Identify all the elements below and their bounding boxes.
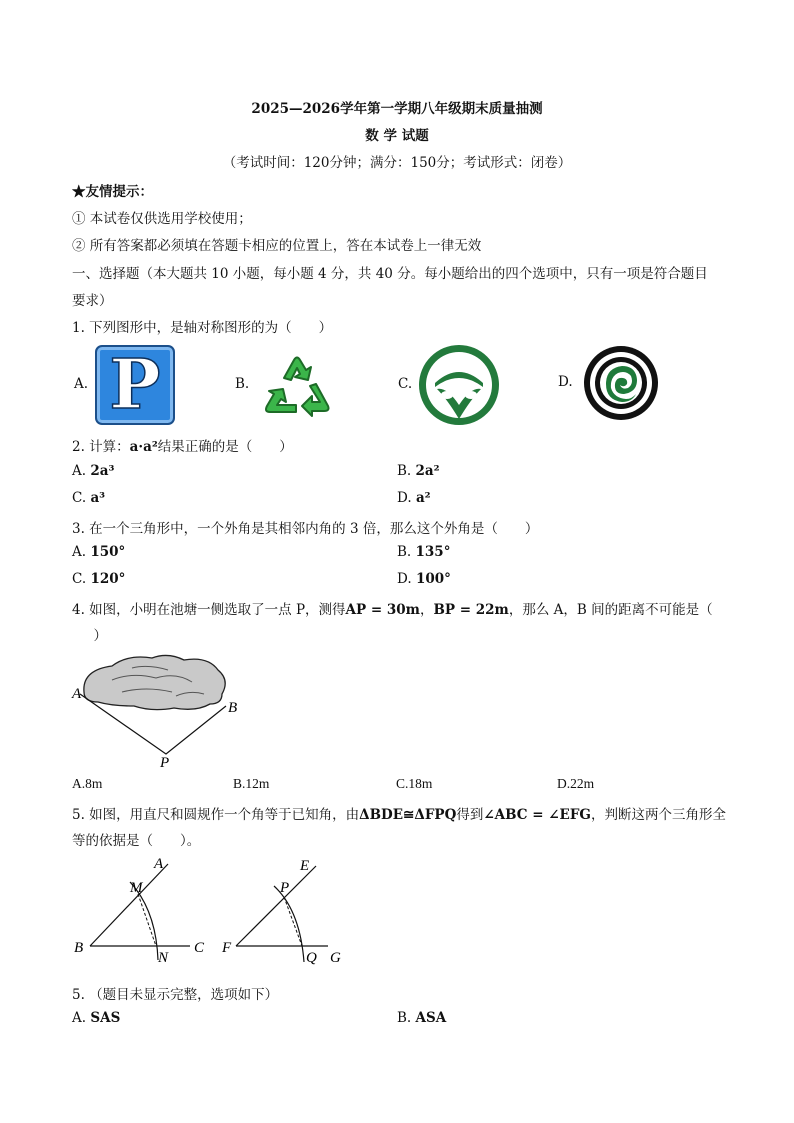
q2-stem-suffix: 结果正确的是（ ） [157, 439, 293, 455]
q1-option-b-label: B. [235, 376, 250, 392]
q5-congruence-expression: ΔBDE≅ΔFPQ [359, 807, 457, 823]
q5-stem-line2: 等的依据是（ ）。 [72, 833, 201, 849]
q2-option-a-value: 2a³ [90, 463, 115, 479]
q2-stem [72, 435, 293, 455]
q4-stem-line2: ） [80, 628, 107, 644]
notice-item-2: ② 所有答案都必须填在答题卡相应的位置上，答在本试卷上一律无效 [72, 238, 482, 254]
parking-letter: P [109, 345, 161, 425]
parking-sign-icon [95, 345, 175, 425]
q2-option-c: C. a³ [72, 490, 106, 506]
q4-option-d: D.22m [557, 776, 595, 791]
q5-fig1-label-n: N [158, 950, 169, 966]
exam-title: 2025—2026学年第一学期八年级期末质量抽测 [251, 101, 543, 117]
q5-fig1-label-m: M [130, 880, 143, 896]
section-heading-line1: 一、选择题（本大题共 10 小题，每小题 4 分，共 40 分。每小题给出的四个选项中，只有一项是符合题目 [72, 266, 708, 282]
q5-fig2-label-q: Q [306, 950, 317, 966]
q1-option-a-label: A. [74, 376, 89, 392]
q2-option-d-value: a² [415, 490, 431, 506]
q5-note: 5. （题目未显示完整，选项如下） [72, 987, 279, 1003]
q5-fig2-label-g: G [330, 950, 341, 966]
recycle-icon [254, 344, 340, 424]
q4-stem: 4. 如图，小明在池塘一侧选取了一点 P，测得AP = 30m，BP = 22m，那么 A，B 间的距离不可能是（ [72, 602, 713, 618]
q5-option-a-value: SAS [90, 1010, 121, 1026]
q4-option-a: A.8m [72, 776, 103, 791]
pond-figure [72, 650, 252, 770]
q4-option-c: C.18m [396, 776, 433, 791]
q3-option-c: C. 120° [72, 571, 126, 587]
q1-stem: 1. 下列图形中，是轴对称图形的为（ ） [72, 320, 333, 336]
q5-option-b: B. ASA [397, 1010, 447, 1026]
q3-option-a: A. 150° [72, 544, 126, 560]
q2-option-d: D. a² [397, 490, 431, 506]
swirl-logo-icon [582, 344, 660, 422]
q5-fig2-label-f: F [222, 940, 232, 956]
q5-stem-line1: 5. 如图，用直尺和圆规作一个角等于已知角，由ΔBDE≅ΔFPQ得到∠ABC = ∠EFG，判断这两个三角形全 [72, 807, 726, 823]
q3-stem: 3. 在一个三角形中，一个外角是其相邻内角的 3 倍，那么这个外角是（ ） [72, 521, 539, 537]
q2-option-b: B. 2a² [397, 463, 440, 479]
q3-option-b-value: 135° [415, 544, 451, 560]
q2-stem-prefix: 2. 计算： [72, 439, 130, 455]
exam-subject: 数 学 试题 [365, 128, 429, 144]
q5-fig2-label-p: P [280, 880, 290, 896]
q3-option-a-value: 150° [90, 544, 126, 560]
q4-point-b-label: B [228, 700, 238, 716]
q4-option-b: B.12m [233, 776, 270, 791]
green-food-logo-icon [417, 343, 501, 427]
q5-figure-1 [72, 852, 222, 970]
q5-fig1-label-a: A [154, 856, 164, 872]
q4-ap-expression: AP = 30m [345, 602, 420, 618]
q5-option-b-value: ASA [415, 1010, 447, 1026]
q3-option-d: D. 100° [397, 571, 451, 587]
q5-angle-expression: ∠ABC = ∠EFG [483, 807, 591, 823]
q4-point-p-label: P [160, 755, 170, 771]
q3-option-d-value: 100° [415, 571, 451, 587]
section-heading-line2: 要求） [72, 293, 113, 309]
notice-heading: ★友情提示： [72, 184, 153, 200]
notice-item-1: ① 本试卷仅供选用学校使用； [72, 211, 252, 227]
q2-expression: a·a² [129, 439, 158, 455]
q1-option-d-label: D. [558, 374, 573, 390]
q2-option-c-value: a³ [90, 490, 106, 506]
q2-option-a: A. 2a³ [72, 463, 115, 479]
exam-info: （考试时间：120分钟；满分：150分；考试形式：闭卷） [222, 155, 572, 171]
q1-option-c-label: C. [398, 376, 413, 392]
q5-figure-2 [220, 852, 360, 970]
q5-fig2-label-e: E [300, 858, 310, 874]
q3-option-b: B. 135° [397, 544, 451, 560]
q2-option-b-value: 2a² [415, 463, 440, 479]
q3-option-c-value: 120° [90, 571, 126, 587]
q5-option-a: A. SAS [72, 1010, 121, 1026]
q4-bp-expression: BP = 22m [433, 602, 509, 618]
q5-fig1-label-b: B [74, 940, 84, 956]
q4-point-a-label: A [72, 686, 82, 702]
q5-fig1-label-c: C [194, 940, 205, 956]
